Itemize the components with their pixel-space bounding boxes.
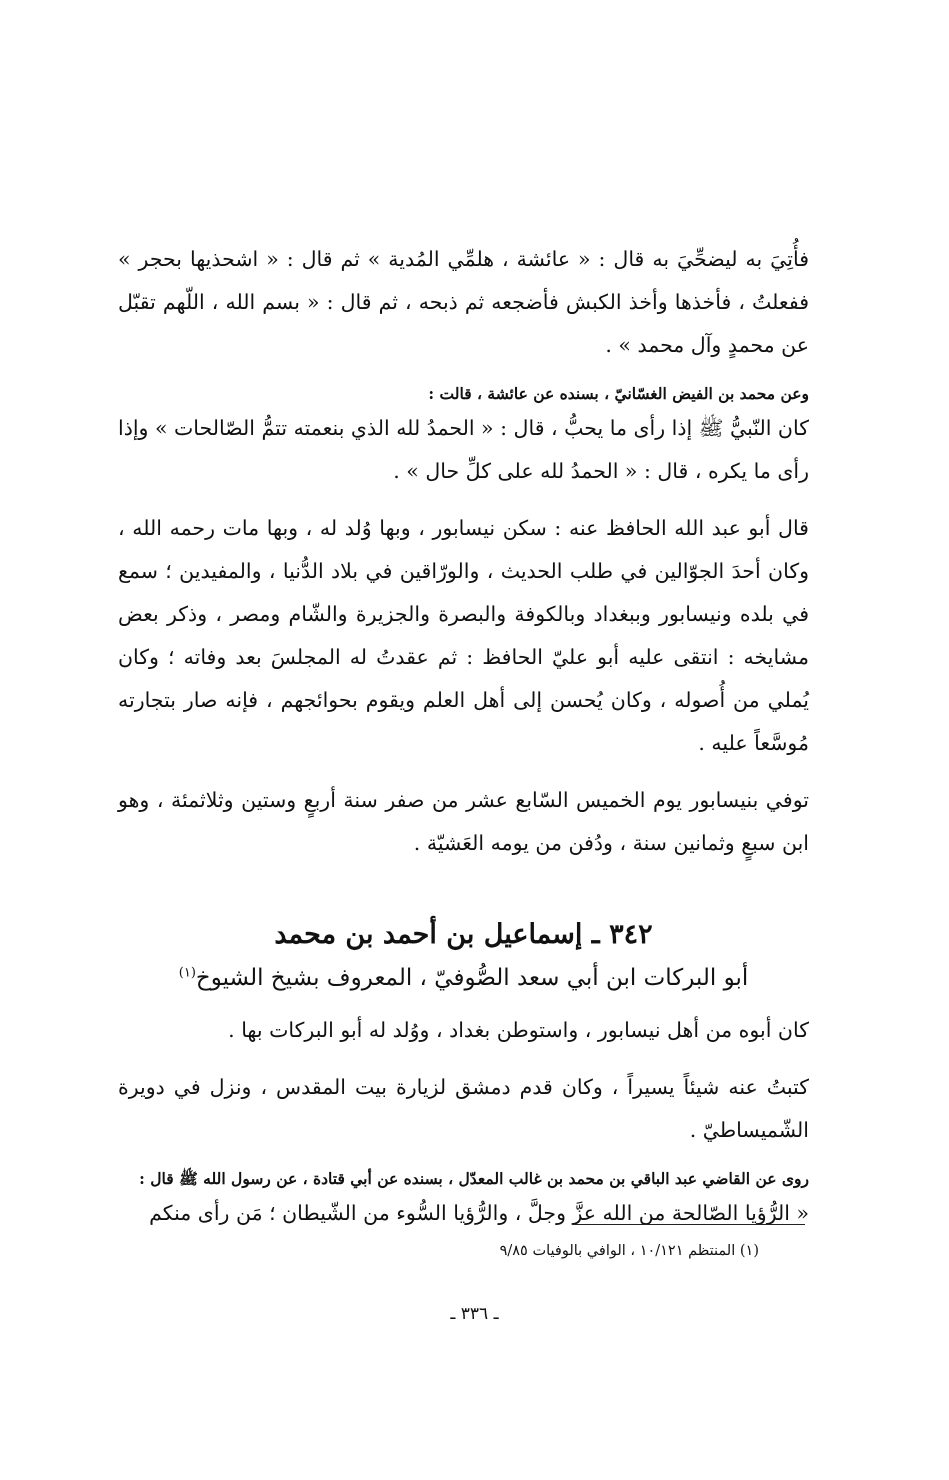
hadith-paragraph: كان النّبيُّ ﷺ إذا رأى ما يحبُّ ، قال : « الحمدُ لله الذي بنعمته تتمُّ الصّالحات » وإذا رأى ما يكره ، قال : « الحمدُ لله على كلِّ حال » . <box>118 416 809 483</box>
page-body <box>118 238 809 1235</box>
entry-subtitle-text: أبو البركات ابن أبي سعد الصُّوفيّ ، المعروف بشيخ الشيوخ <box>195 965 749 991</box>
hadith-paragraph: « الرُّؤيا الصّالحة من الله عزَّ وجلَّ ، والرُّؤيا السُّوء من الشّيطان ؛ مَن رأى منكم <box>149 1201 809 1225</box>
footnote-divider <box>573 1224 805 1225</box>
hadith-continuation-paragraph: فأُتِيَ به ليضحِّيَ به قال : « عائشة ، هلمِّي المُدية » ثم قال : « اشحذيها بحجر » ففعلتُ ، فأخذها وأخذ الكبش فأضجعه ثم ذبحه ، ثم قال : « بسم الله ، اللّهم تقبّل عن محمدٍ وآل محمد » . <box>118 247 809 357</box>
footnote-marker: (١) <box>178 965 196 981</box>
page-number: ـ ٣٣٦ ـ <box>450 1304 499 1324</box>
entry-title: ٣٤٢ ـ إسماعيل بن أحمد بن محمد <box>274 919 653 950</box>
section-spacer <box>118 879 809 913</box>
entry-origin-paragraph: كان أبوه من أهل نيسابور ، واستوطن بغداد ، ووُلد له أبو البركات بها . <box>228 1018 809 1042</box>
footnote: (١) المنتظم ١٠/١٢١ ، الوافي بالوفيات ٩/٨٥ <box>499 1243 759 1259</box>
isnad-line: روى عن القاضي عبد الباقي بن محمد بن غالب المعدّل ، بسنده عن أبي قتادة ، عن رسول الله ﷺ قال : <box>139 1169 809 1188</box>
biography-paragraph: قال أبو عبد الله الحافظ عنه : سكن نيسابور ، وبها وُلد له ، وبها مات رحمه الله ، وكان أحدَ الجوّالين في طلب الحديث ، والورّاقين في بلاد الدُّنيا ، والمفيدين ؛ سمع في بلده ونيسابور وببغداد وبالكوفة والبصرة والجزيرة والشّام ومصر ، وذكر بعض مشايخه : انتقى عليه أبو عليّ الحافظ : ثم عقدتُ له المجلسَ بعد وفاته ؛ وكان يُملي من أُصوله ، وكان يُحسن إلى أهل العلم ويقوم بحوائجهم ، فإنه صار بتجارته مُوسَّعاً عليه . <box>118 516 809 755</box>
entry-subtitle <box>118 957 809 999</box>
isnad-line: وعن محمد بن الفيض الغسّانيّ ، بسنده عن عائشة ، قالت : <box>428 384 809 403</box>
entry-visit-paragraph: كتبتُ عنه شيئاً يسيراً ، وكان قدم دمشق لزيارة بيت المقدس ، ونزل في دويرة الشّميساطيّ . <box>118 1075 809 1142</box>
death-paragraph: توفي بنيسابور يوم الخميس السّابع عشر من صفر سنة أربعٍ وستين وثلاثمئة ، وهو ابن سبعٍ وثمانين سنة ، ودُفن من يومه العَشيّة . <box>118 788 809 855</box>
